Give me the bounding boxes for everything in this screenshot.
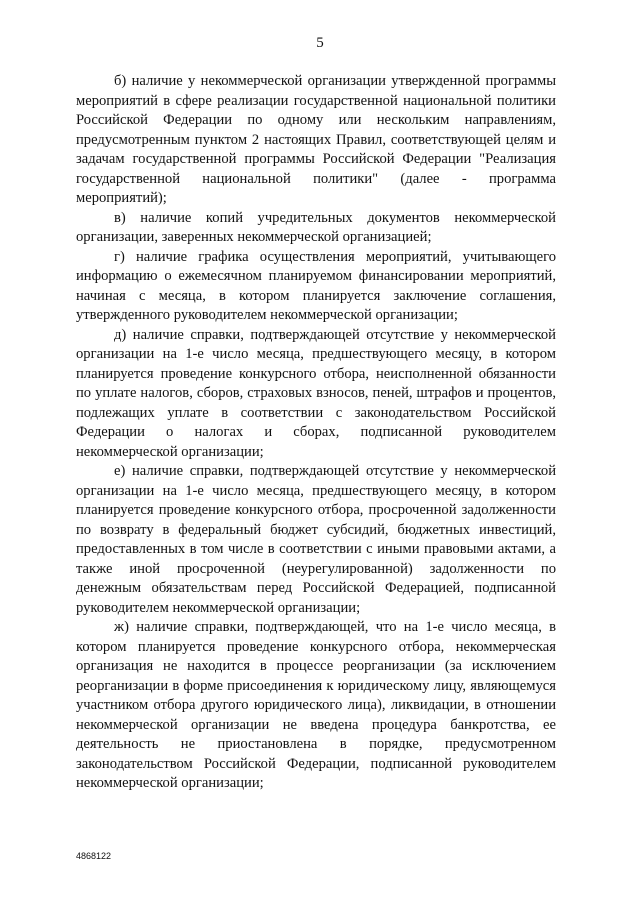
document-body (76, 72, 556, 794)
paragraph-zh: ж) наличие справки, подтверждающей, что на 1-е число месяца, в котором планируется проведение конкурсного отбора, некоммерческая организация не находится в процессе реорганизации (за исключением реорганизации в форме присоединения к юридическому лицу, являющемуся участником отбора другого юридического лица), ликвидации, в отношении некоммерческой организации не введена процедура банкротства, ее деятельность не приостановлена в порядке, предусмотренном законодательством Российской Федерации, подписанной руководителем некоммерческой организации; (76, 619, 556, 791)
paragraph-b: б) наличие у некоммерческой организации утвержденной программы мероприятий в сфере реализации государственной национальной политики Российской Федерации по одному или нескольким направлениям, предусмотренным пунктом 2 настоящих Правил, соответствующей целям и задачам государственной программы Российской Федерации "Реализация государственной национальной политики" (далее - программа мероприятий); (76, 73, 556, 206)
paragraph-e: е) наличие справки, подтверждающей отсутствие у некоммерческой организации на 1-е число месяца, предшествующего месяцу, в котором планируется проведение конкурсного отбора, просроченной задолженности по возврату в федеральный бюджет субсидий, бюджетных инвестиций, предоставленных в том числе в соответствии с иными правовыми актами, а также иной просроченной (неурегулированной) задолженности по денежным обязательствам перед Российской Федерацией, подписанной руководителем некоммерческой организации; (76, 463, 556, 616)
paragraph-d: д) наличие справки, подтверждающей отсутствие у некоммерческой организации на 1-е число месяца, предшествующего месяцу, в котором планируется проведение конкурсного отбора, неисполненной обязанности по уплате налогов, сборов, страховых взносов, пеней, штрафов и процентов, подлежащих уплате в соответствии с законодательством Российской Федерации о налогах и сборах, подписанной руководителем некоммерческой организации; (76, 326, 556, 460)
paragraph-g: г) наличие графика осуществления мероприятий, учитывающего информацию о ежемесячном планируемом финансировании мероприятий, начиная с месяца, в котором планируется заключение соглашения, утвержденного руководителем некоммерческой организации; (76, 248, 556, 323)
paragraph-v: в) наличие копий учредительных документов некоммерческой организации, заверенных некоммерческой организацией; (76, 209, 556, 245)
page-number: 5 (316, 35, 324, 51)
document-code: 4868122 (76, 851, 112, 861)
